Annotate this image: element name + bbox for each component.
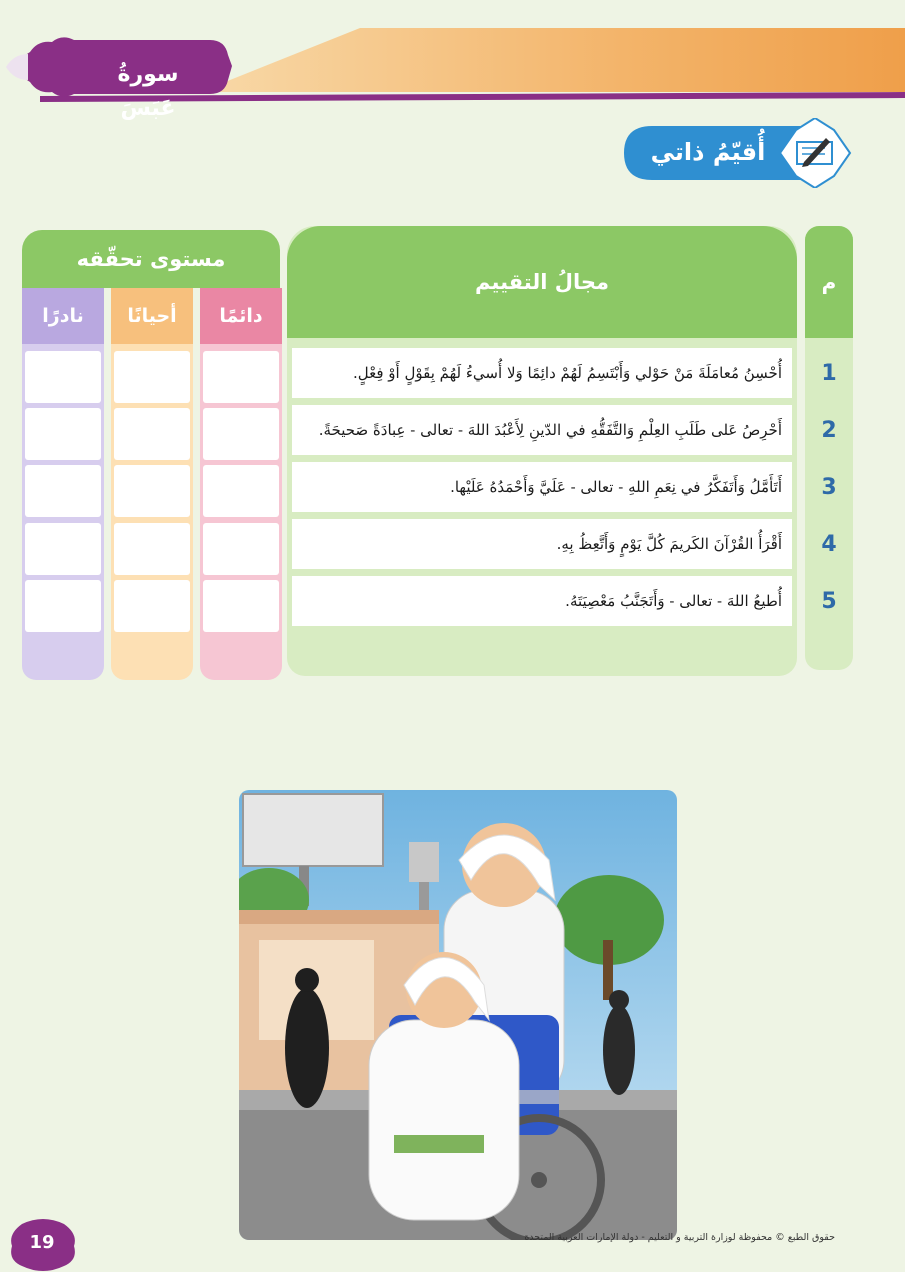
number-column-header: م: [805, 226, 853, 338]
wheelchair-illustration: [239, 790, 677, 1240]
section-title: أُقيّمُ ذاتي: [650, 138, 766, 166]
always-checkbox-cell[interactable]: [203, 351, 279, 403]
sometimes-checkbox-cell[interactable]: [114, 523, 190, 575]
rarely-checkbox-cell[interactable]: [25, 408, 101, 460]
always-checkbox-cell[interactable]: [203, 408, 279, 460]
surah-title: سورةُ عَبَسَ: [117, 62, 179, 121]
sometimes-checkbox-cell[interactable]: [114, 351, 190, 403]
always-checkbox-cell[interactable]: [203, 580, 279, 632]
rarely-column-header: نادرًا: [22, 288, 104, 344]
criterion-text: أَحْرِصُ عَلى طَلَبِ العِلْمِ وَالتَّفَقُّهِ في الدّينِ لِأَعْبُدَ اللهَ - تعالى - عِبادَةً صَحيحَةً.: [292, 405, 792, 455]
achievement-level-header: مستوى تحقّقه: [22, 230, 280, 288]
always-checkbox-cell[interactable]: [203, 465, 279, 517]
criterion-text: أَقْرَأُ القُرْآنَ الكَريمَ كُلَّ يَوْمٍ وَأَتَّعِظُ بِهِ.: [292, 519, 792, 569]
always-checkbox-cell[interactable]: [203, 523, 279, 575]
row-number: 2: [821, 417, 837, 443]
row-number: 3: [821, 474, 837, 500]
rarely-checkbox-cell[interactable]: [25, 580, 101, 632]
sometimes-checkbox-cell[interactable]: [114, 408, 190, 460]
pencil-paper-icon: [797, 138, 832, 167]
row-number: 4: [821, 531, 837, 557]
rarely-checkbox-cell[interactable]: [25, 465, 101, 517]
always-column-header: دائمًا: [200, 288, 282, 344]
rarely-checkbox-cell[interactable]: [25, 523, 101, 575]
criterion-text: أَتَأَمَّلُ وَأَتَفَكَّرُ في نِعَمِ اللهِ - تعالى - عَلَيَّ وَأَحْمَدُهُ عَلَيْها.: [292, 462, 792, 512]
rarely-checkbox-cell[interactable]: [25, 351, 101, 403]
page-number: 19: [29, 1232, 55, 1253]
sometimes-checkbox-cell[interactable]: [114, 465, 190, 517]
row-number: 5: [821, 588, 837, 614]
copyright-notice: حقوق الطبع © محفوظة لوزارة التربية و التعليم - دولة الإمارات العربية المتحدة: [524, 1232, 835, 1243]
sometimes-column-header: أحيانًا: [111, 288, 193, 344]
criterion-text: أُحْسِنُ مُعامَلَةَ مَنْ حَوْلي وَأَبْتَسِمُ لَهُمْ دائِمًا وَلا أُسيءُ لَهُمْ بِقَوْلٍ أَوْ فِعْلٍ.: [292, 348, 792, 398]
criterion-text: أُطيعُ اللهَ - تعالى - وَأَتَجَنَّبُ مَعْصِيَتَهُ.: [292, 576, 792, 626]
sometimes-checkbox-cell[interactable]: [114, 580, 190, 632]
row-number: 1: [821, 360, 837, 386]
criteria-column-header: مجالُ التقييم: [287, 226, 797, 338]
